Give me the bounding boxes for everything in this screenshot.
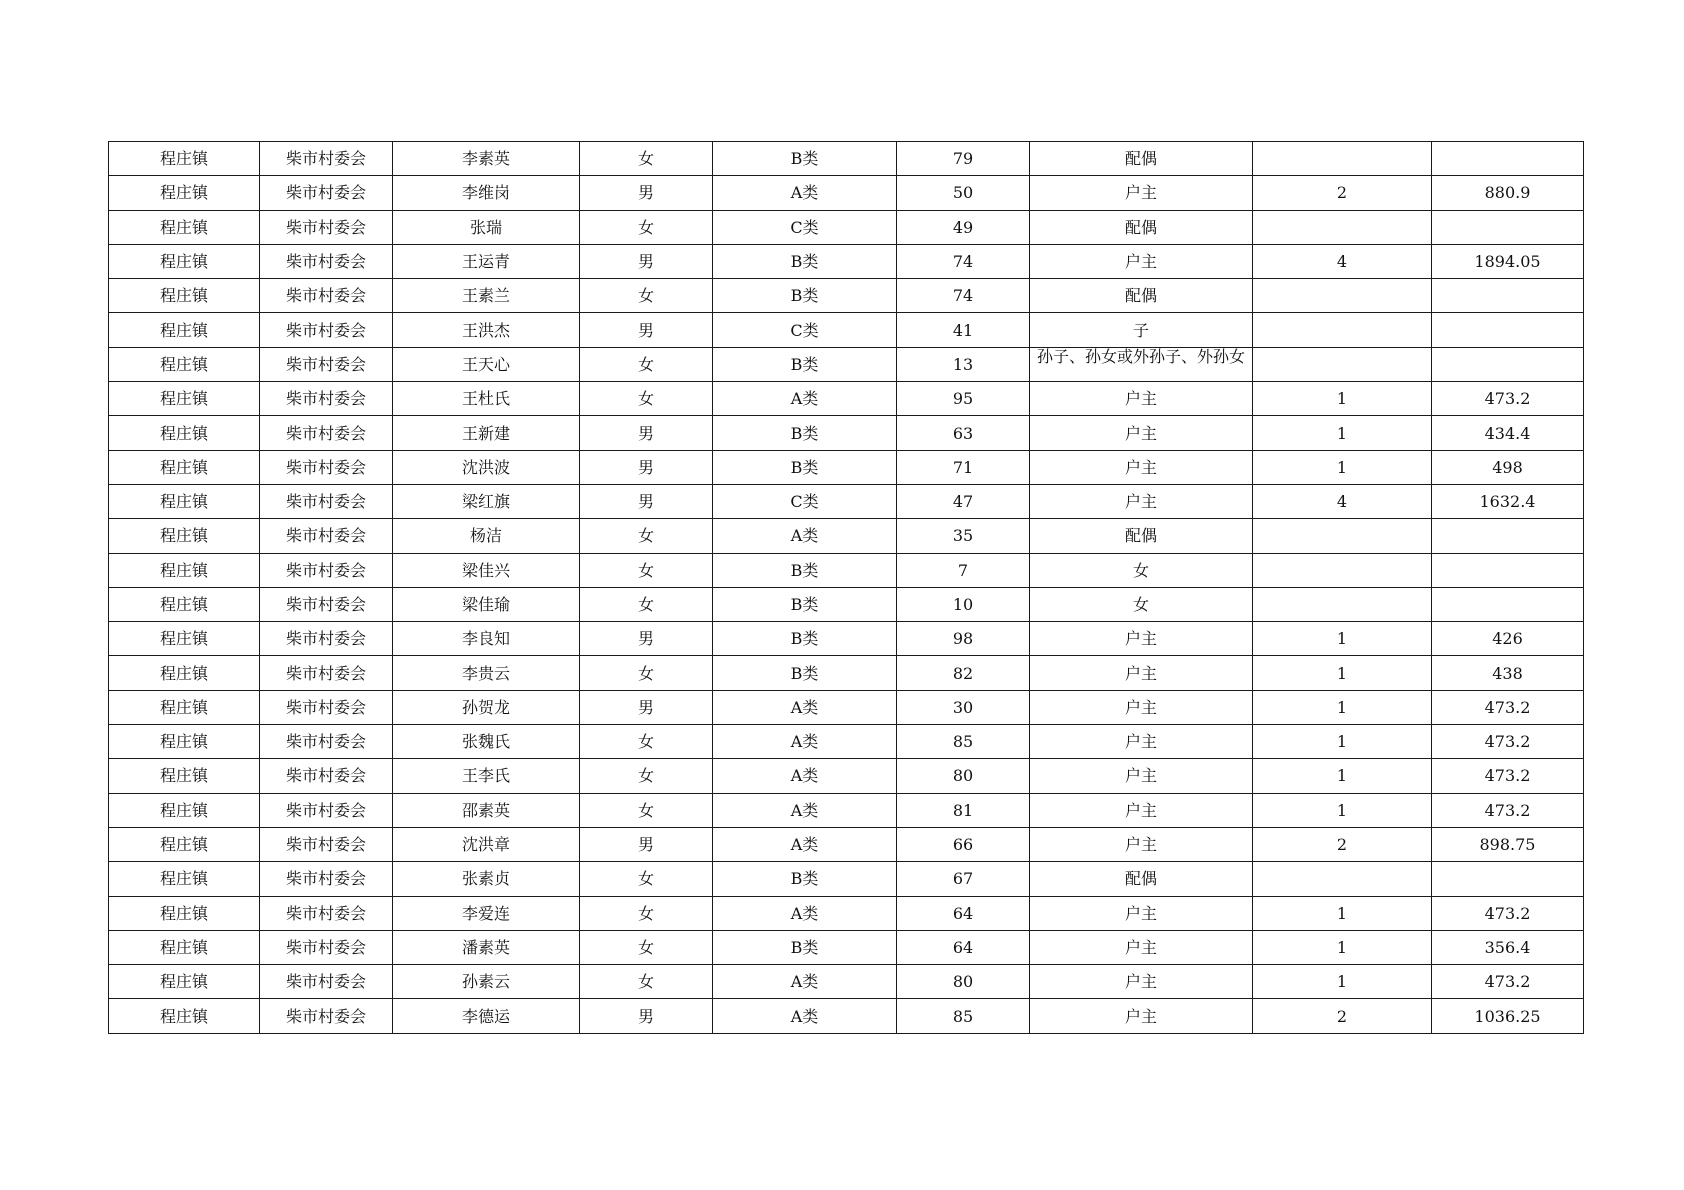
relation-cell: 子 bbox=[1030, 313, 1253, 347]
amount-cell bbox=[1432, 142, 1584, 176]
category-cell: C类 bbox=[713, 210, 897, 244]
name-cell: 王素兰 bbox=[393, 279, 580, 313]
village-cell: 柴市村委会 bbox=[260, 279, 393, 313]
category-cell: B类 bbox=[713, 622, 897, 656]
category-cell: A类 bbox=[713, 965, 897, 999]
amount-cell: 473.2 bbox=[1432, 759, 1584, 793]
amount-cell: 1036.25 bbox=[1432, 999, 1584, 1033]
table-row bbox=[109, 347, 1584, 381]
name-cell: 王天心 bbox=[393, 347, 580, 381]
amount-cell: 880.9 bbox=[1432, 176, 1584, 210]
table-row bbox=[109, 313, 1584, 347]
name-cell: 王洪杰 bbox=[393, 313, 580, 347]
household-size-cell bbox=[1253, 587, 1432, 621]
gender-cell: 男 bbox=[580, 999, 713, 1033]
gender-cell: 女 bbox=[580, 793, 713, 827]
town-cell: 程庄镇 bbox=[109, 656, 260, 690]
gender-cell: 男 bbox=[580, 484, 713, 518]
town-cell: 程庄镇 bbox=[109, 450, 260, 484]
town-cell: 程庄镇 bbox=[109, 519, 260, 553]
age-cell: 49 bbox=[897, 210, 1030, 244]
gender-cell: 女 bbox=[580, 382, 713, 416]
gender-cell: 男 bbox=[580, 244, 713, 278]
town-cell: 程庄镇 bbox=[109, 553, 260, 587]
household-size-cell bbox=[1253, 313, 1432, 347]
household-size-cell: 1 bbox=[1253, 382, 1432, 416]
town-cell: 程庄镇 bbox=[109, 725, 260, 759]
village-cell: 柴市村委会 bbox=[260, 999, 393, 1033]
table-row bbox=[109, 244, 1584, 278]
relation-cell bbox=[1030, 347, 1253, 381]
gender-cell: 男 bbox=[580, 416, 713, 450]
relation-cell: 户主 bbox=[1030, 416, 1253, 450]
category-cell: A类 bbox=[713, 382, 897, 416]
gender-cell: 女 bbox=[580, 279, 713, 313]
village-cell: 柴市村委会 bbox=[260, 896, 393, 930]
name-cell: 李良知 bbox=[393, 622, 580, 656]
town-cell: 程庄镇 bbox=[109, 484, 260, 518]
amount-cell bbox=[1432, 553, 1584, 587]
category-cell: B类 bbox=[713, 587, 897, 621]
table-row bbox=[109, 896, 1584, 930]
household-size-cell: 1 bbox=[1253, 725, 1432, 759]
amount-cell bbox=[1432, 519, 1584, 553]
relation-cell: 户主 bbox=[1030, 382, 1253, 416]
village-cell: 柴市村委会 bbox=[260, 416, 393, 450]
age-cell: 98 bbox=[897, 622, 1030, 656]
name-cell: 张魏氏 bbox=[393, 725, 580, 759]
town-cell: 程庄镇 bbox=[109, 862, 260, 896]
amount-cell: 473.2 bbox=[1432, 382, 1584, 416]
amount-cell: 898.75 bbox=[1432, 827, 1584, 861]
table-row bbox=[109, 965, 1584, 999]
category-cell: A类 bbox=[713, 725, 897, 759]
name-cell: 张瑞 bbox=[393, 210, 580, 244]
gender-cell: 女 bbox=[580, 896, 713, 930]
relation-cell: 户主 bbox=[1030, 999, 1253, 1033]
town-cell: 程庄镇 bbox=[109, 896, 260, 930]
amount-cell bbox=[1432, 210, 1584, 244]
village-cell: 柴市村委会 bbox=[260, 827, 393, 861]
table-row bbox=[109, 210, 1584, 244]
household-size-cell: 1 bbox=[1253, 622, 1432, 656]
village-cell: 柴市村委会 bbox=[260, 347, 393, 381]
table-row bbox=[109, 690, 1584, 724]
village-cell: 柴市村委会 bbox=[260, 382, 393, 416]
age-cell: 85 bbox=[897, 725, 1030, 759]
village-cell: 柴市村委会 bbox=[260, 450, 393, 484]
gender-cell: 女 bbox=[580, 210, 713, 244]
gender-cell: 女 bbox=[580, 725, 713, 759]
household-size-cell: 1 bbox=[1253, 416, 1432, 450]
name-cell: 王杜氏 bbox=[393, 382, 580, 416]
age-cell: 71 bbox=[897, 450, 1030, 484]
gender-cell: 男 bbox=[580, 176, 713, 210]
household-size-cell bbox=[1253, 519, 1432, 553]
relation-cell: 配偶 bbox=[1030, 279, 1253, 313]
relation-cell: 配偶 bbox=[1030, 210, 1253, 244]
gender-cell: 女 bbox=[580, 965, 713, 999]
village-cell: 柴市村委会 bbox=[260, 656, 393, 690]
town-cell: 程庄镇 bbox=[109, 827, 260, 861]
amount-cell: 473.2 bbox=[1432, 793, 1584, 827]
category-cell: A类 bbox=[713, 793, 897, 827]
town-cell: 程庄镇 bbox=[109, 759, 260, 793]
household-size-cell: 2 bbox=[1253, 827, 1432, 861]
table-row bbox=[109, 999, 1584, 1033]
village-cell: 柴市村委会 bbox=[260, 862, 393, 896]
town-cell: 程庄镇 bbox=[109, 793, 260, 827]
household-size-cell: 4 bbox=[1253, 484, 1432, 518]
category-cell: A类 bbox=[713, 176, 897, 210]
household-size-cell: 1 bbox=[1253, 450, 1432, 484]
relation-cell: 户主 bbox=[1030, 244, 1253, 278]
category-cell: B类 bbox=[713, 450, 897, 484]
town-cell: 程庄镇 bbox=[109, 690, 260, 724]
age-cell: 95 bbox=[897, 382, 1030, 416]
relation-cell: 户主 bbox=[1030, 896, 1253, 930]
relation-cell: 女 bbox=[1030, 587, 1253, 621]
household-size-cell: 1 bbox=[1253, 930, 1432, 964]
household-size-cell bbox=[1253, 210, 1432, 244]
gender-cell: 女 bbox=[580, 930, 713, 964]
amount-cell bbox=[1432, 862, 1584, 896]
name-cell: 杨洁 bbox=[393, 519, 580, 553]
category-cell: A类 bbox=[713, 690, 897, 724]
age-cell: 35 bbox=[897, 519, 1030, 553]
table-row bbox=[109, 176, 1584, 210]
relation-cell: 户主 bbox=[1030, 690, 1253, 724]
relation-cell: 户主 bbox=[1030, 759, 1253, 793]
category-cell: B类 bbox=[713, 656, 897, 690]
name-cell: 王李氏 bbox=[393, 759, 580, 793]
household-size-cell: 2 bbox=[1253, 999, 1432, 1033]
relation-cell: 配偶 bbox=[1030, 862, 1253, 896]
household-size-cell: 2 bbox=[1253, 176, 1432, 210]
amount-cell: 473.2 bbox=[1432, 965, 1584, 999]
amount-cell bbox=[1432, 313, 1584, 347]
table-row bbox=[109, 519, 1584, 553]
name-cell: 梁佳兴 bbox=[393, 553, 580, 587]
age-cell: 79 bbox=[897, 142, 1030, 176]
age-cell: 80 bbox=[897, 965, 1030, 999]
age-cell: 50 bbox=[897, 176, 1030, 210]
table-row bbox=[109, 279, 1584, 313]
beneficiary-table bbox=[108, 141, 1584, 1034]
table-row bbox=[109, 587, 1584, 621]
village-cell: 柴市村委会 bbox=[260, 142, 393, 176]
name-cell: 张素贞 bbox=[393, 862, 580, 896]
age-cell: 64 bbox=[897, 930, 1030, 964]
household-size-cell bbox=[1253, 347, 1432, 381]
gender-cell: 女 bbox=[580, 656, 713, 690]
village-cell: 柴市村委会 bbox=[260, 244, 393, 278]
village-cell: 柴市村委会 bbox=[260, 519, 393, 553]
age-cell: 64 bbox=[897, 896, 1030, 930]
category-cell: B类 bbox=[713, 142, 897, 176]
gender-cell: 女 bbox=[580, 142, 713, 176]
household-size-cell: 1 bbox=[1253, 759, 1432, 793]
category-cell: A类 bbox=[713, 759, 897, 793]
table-body bbox=[109, 142, 1584, 1034]
relation-cell: 户主 bbox=[1030, 484, 1253, 518]
age-cell: 85 bbox=[897, 999, 1030, 1033]
category-cell: A类 bbox=[713, 519, 897, 553]
name-cell: 梁红旗 bbox=[393, 484, 580, 518]
age-cell: 66 bbox=[897, 827, 1030, 861]
relation-cell: 女 bbox=[1030, 553, 1253, 587]
category-cell: B类 bbox=[713, 416, 897, 450]
table-row bbox=[109, 382, 1584, 416]
village-cell: 柴市村委会 bbox=[260, 587, 393, 621]
name-cell: 李德运 bbox=[393, 999, 580, 1033]
amount-cell: 356.4 bbox=[1432, 930, 1584, 964]
name-cell: 孙素云 bbox=[393, 965, 580, 999]
village-cell: 柴市村委会 bbox=[260, 725, 393, 759]
name-cell: 邵素英 bbox=[393, 793, 580, 827]
age-cell: 82 bbox=[897, 656, 1030, 690]
category-cell: B类 bbox=[713, 862, 897, 896]
table-row bbox=[109, 725, 1584, 759]
village-cell: 柴市村委会 bbox=[260, 965, 393, 999]
gender-cell: 女 bbox=[580, 759, 713, 793]
name-cell: 李维岗 bbox=[393, 176, 580, 210]
name-cell: 梁佳瑜 bbox=[393, 587, 580, 621]
relation-cell: 配偶 bbox=[1030, 519, 1253, 553]
age-cell: 47 bbox=[897, 484, 1030, 518]
category-cell: C类 bbox=[713, 313, 897, 347]
relation-text: 孙子、孙女或外孙子、外孙女 bbox=[1036, 347, 1245, 366]
table-row bbox=[109, 622, 1584, 656]
name-cell: 沈洪波 bbox=[393, 450, 580, 484]
village-cell: 柴市村委会 bbox=[260, 210, 393, 244]
town-cell: 程庄镇 bbox=[109, 965, 260, 999]
name-cell: 李素英 bbox=[393, 142, 580, 176]
category-cell: A类 bbox=[713, 896, 897, 930]
table-row bbox=[109, 553, 1584, 587]
town-cell: 程庄镇 bbox=[109, 176, 260, 210]
relation-cell: 户主 bbox=[1030, 622, 1253, 656]
amount-cell: 473.2 bbox=[1432, 690, 1584, 724]
gender-cell: 男 bbox=[580, 622, 713, 656]
age-cell: 30 bbox=[897, 690, 1030, 724]
town-cell: 程庄镇 bbox=[109, 587, 260, 621]
amount-cell: 473.2 bbox=[1432, 896, 1584, 930]
category-cell: B类 bbox=[713, 244, 897, 278]
table-row bbox=[109, 862, 1584, 896]
relation-cell: 户主 bbox=[1030, 965, 1253, 999]
category-cell: B类 bbox=[713, 347, 897, 381]
name-cell: 潘素英 bbox=[393, 930, 580, 964]
gender-cell: 女 bbox=[580, 862, 713, 896]
household-size-cell: 1 bbox=[1253, 656, 1432, 690]
town-cell: 程庄镇 bbox=[109, 930, 260, 964]
age-cell: 7 bbox=[897, 553, 1030, 587]
category-cell: B类 bbox=[713, 930, 897, 964]
gender-cell: 男 bbox=[580, 827, 713, 861]
name-cell: 沈洪章 bbox=[393, 827, 580, 861]
amount-cell: 1632.4 bbox=[1432, 484, 1584, 518]
relation-cell: 户主 bbox=[1030, 793, 1253, 827]
relation-cell: 户主 bbox=[1030, 656, 1253, 690]
village-cell: 柴市村委会 bbox=[260, 553, 393, 587]
gender-cell: 男 bbox=[580, 313, 713, 347]
household-size-cell: 1 bbox=[1253, 896, 1432, 930]
category-cell: B类 bbox=[713, 279, 897, 313]
village-cell: 柴市村委会 bbox=[260, 930, 393, 964]
household-size-cell: 1 bbox=[1253, 965, 1432, 999]
name-cell: 孙贺龙 bbox=[393, 690, 580, 724]
category-cell: C类 bbox=[713, 484, 897, 518]
table-row bbox=[109, 450, 1584, 484]
town-cell: 程庄镇 bbox=[109, 347, 260, 381]
category-cell: B类 bbox=[713, 553, 897, 587]
table-row bbox=[109, 827, 1584, 861]
amount-cell: 1894.05 bbox=[1432, 244, 1584, 278]
amount-cell bbox=[1432, 587, 1584, 621]
village-cell: 柴市村委会 bbox=[260, 759, 393, 793]
table-row bbox=[109, 416, 1584, 450]
gender-cell: 女 bbox=[580, 587, 713, 621]
household-size-cell: 4 bbox=[1253, 244, 1432, 278]
town-cell: 程庄镇 bbox=[109, 244, 260, 278]
age-cell: 81 bbox=[897, 793, 1030, 827]
village-cell: 柴市村委会 bbox=[260, 313, 393, 347]
gender-cell: 男 bbox=[580, 690, 713, 724]
gender-cell: 女 bbox=[580, 519, 713, 553]
household-size-cell: 1 bbox=[1253, 793, 1432, 827]
household-size-cell: 1 bbox=[1253, 690, 1432, 724]
category-cell: A类 bbox=[713, 827, 897, 861]
category-cell: A类 bbox=[713, 999, 897, 1033]
town-cell: 程庄镇 bbox=[109, 999, 260, 1033]
table-row bbox=[109, 793, 1584, 827]
town-cell: 程庄镇 bbox=[109, 279, 260, 313]
relation-cell: 户主 bbox=[1030, 827, 1253, 861]
age-cell: 13 bbox=[897, 347, 1030, 381]
age-cell: 41 bbox=[897, 313, 1030, 347]
amount-cell: 473.2 bbox=[1432, 725, 1584, 759]
amount-cell: 438 bbox=[1432, 656, 1584, 690]
amount-cell: 426 bbox=[1432, 622, 1584, 656]
age-cell: 80 bbox=[897, 759, 1030, 793]
age-cell: 67 bbox=[897, 862, 1030, 896]
name-cell: 李爱连 bbox=[393, 896, 580, 930]
gender-cell: 女 bbox=[580, 553, 713, 587]
table-row bbox=[109, 759, 1584, 793]
amount-cell: 498 bbox=[1432, 450, 1584, 484]
name-cell: 王新建 bbox=[393, 416, 580, 450]
village-cell: 柴市村委会 bbox=[260, 690, 393, 724]
name-cell: 王运青 bbox=[393, 244, 580, 278]
age-cell: 74 bbox=[897, 279, 1030, 313]
relation-cell: 户主 bbox=[1030, 930, 1253, 964]
village-cell: 柴市村委会 bbox=[260, 793, 393, 827]
relation-cell: 户主 bbox=[1030, 450, 1253, 484]
town-cell: 程庄镇 bbox=[109, 622, 260, 656]
gender-cell: 女 bbox=[580, 347, 713, 381]
table-row bbox=[109, 930, 1584, 964]
household-size-cell bbox=[1253, 279, 1432, 313]
relation-cell: 户主 bbox=[1030, 725, 1253, 759]
age-cell: 63 bbox=[897, 416, 1030, 450]
gender-cell: 男 bbox=[580, 450, 713, 484]
amount-cell bbox=[1432, 279, 1584, 313]
town-cell: 程庄镇 bbox=[109, 142, 260, 176]
town-cell: 程庄镇 bbox=[109, 313, 260, 347]
amount-cell bbox=[1432, 347, 1584, 381]
table-row bbox=[109, 484, 1584, 518]
table-row bbox=[109, 142, 1584, 176]
household-size-cell bbox=[1253, 553, 1432, 587]
village-cell: 柴市村委会 bbox=[260, 484, 393, 518]
relation-cell: 户主 bbox=[1030, 176, 1253, 210]
village-cell: 柴市村委会 bbox=[260, 176, 393, 210]
table-row bbox=[109, 656, 1584, 690]
town-cell: 程庄镇 bbox=[109, 416, 260, 450]
name-cell: 李贵云 bbox=[393, 656, 580, 690]
relation-cell: 配偶 bbox=[1030, 142, 1253, 176]
town-cell: 程庄镇 bbox=[109, 210, 260, 244]
age-cell: 74 bbox=[897, 244, 1030, 278]
village-cell: 柴市村委会 bbox=[260, 622, 393, 656]
age-cell: 10 bbox=[897, 587, 1030, 621]
amount-cell: 434.4 bbox=[1432, 416, 1584, 450]
household-size-cell bbox=[1253, 142, 1432, 176]
household-size-cell bbox=[1253, 862, 1432, 896]
town-cell: 程庄镇 bbox=[109, 382, 260, 416]
